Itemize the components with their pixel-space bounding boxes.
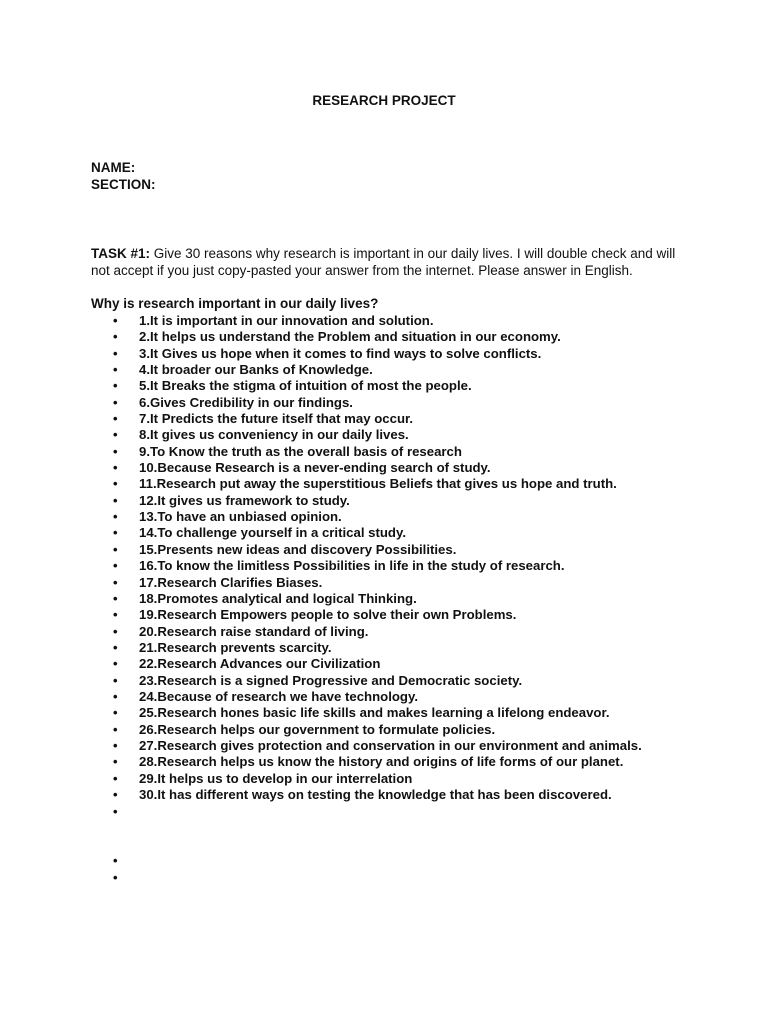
bullet-icon: • <box>113 492 118 508</box>
bullet-icon: • <box>113 574 118 590</box>
reason-text: 24.Because of research we have technology. <box>139 688 419 704</box>
task-text: Give 30 reasons why research is important in our daily lives. I will double check and will not accept if you just copy-pasted your answer from the internet. Please answer in English. <box>91 246 676 278</box>
empty-bullet: • <box>113 870 118 885</box>
question-heading: Why is research important in our daily lives? <box>91 296 379 311</box>
reason-text: 2.It helps us understand the Problem and situation in our economy. <box>139 329 561 345</box>
reason-text: 15.Presents new ideas and discovery Possibilities. <box>139 541 457 557</box>
bullet-icon: • <box>113 639 118 655</box>
bullet-icon: • <box>113 411 118 427</box>
bullet-icon: • <box>113 705 118 721</box>
reason-text: 19.Research Empowers people to solve their own Problems. <box>139 607 517 623</box>
bullet-icon: • <box>113 786 118 802</box>
bullet-icon: • <box>113 770 118 786</box>
bullet-icon: • <box>113 737 118 753</box>
bullet-icon: • <box>113 509 118 525</box>
bullet-icon: • <box>113 590 118 606</box>
document-title: RESEARCH PROJECT <box>312 93 456 108</box>
reason-text: 28.Research helps us know the history and origins of life forms of our planet. <box>139 754 624 770</box>
reason-text: 20.Research raise standard of living. <box>139 623 369 639</box>
reason-text: 10.Because Research is a never-ending search of study. <box>139 460 491 476</box>
reason-text: 14.To challenge yourself in a critical study. <box>139 525 407 541</box>
bullet-icon: • <box>113 541 118 557</box>
bullet-icon: • <box>113 460 118 476</box>
bullet-icon: • <box>113 721 118 737</box>
reason-text: 13.To have an unbiased opinion. <box>139 509 342 525</box>
reason-text: 7.It Predicts the future itself that may occur. <box>139 411 414 427</box>
bullet-icon: • <box>113 623 118 639</box>
reason-text: 26.Research helps our government to formulate policies. <box>139 721 496 737</box>
bullet-icon: • <box>113 313 118 328</box>
reason-text: 5.It Breaks the stigma of intuition of most the people. <box>139 378 472 394</box>
reason-text: 16.To know the limitless Possibilities in life in the study of research. <box>139 558 565 574</box>
bullet-icon: • <box>113 362 118 378</box>
reason-text: 22.Research Advances our Civilization <box>139 656 381 672</box>
reason-text: 25.Research hones basic life skills and makes learning a lifelong endeavor. <box>139 705 610 721</box>
reason-text: 18.Promotes analytical and logical Thinking. <box>139 590 417 606</box>
empty-bullet: • <box>113 804 118 819</box>
bullet-icon: • <box>113 394 118 410</box>
reason-text: 21.Research prevents scarcity. <box>139 639 332 655</box>
bullet-icon: • <box>113 443 118 459</box>
task-instructions <box>91 246 687 279</box>
reason-text: 8.It gives us conveniency in our daily lives. <box>139 427 409 443</box>
reason-text: 3.It Gives us hope when it comes to find ways to solve conflicts. <box>139 345 542 361</box>
reason-text: 17.Research Clarifies Biases. <box>139 574 323 590</box>
bullet-icon: • <box>113 427 118 443</box>
bullet-icon: • <box>113 476 118 492</box>
reason-text: 23.Research is a signed Progressive and Democratic society. <box>139 672 523 688</box>
bullet-icon: • <box>113 656 118 672</box>
reason-text: 11.Research put away the superstitious Beliefs that gives us hope and truth. <box>139 476 617 492</box>
name-label: NAME: <box>91 160 136 175</box>
reason-text: 4.It broader our Banks of Knowledge. <box>139 362 373 378</box>
bullet-icon: • <box>113 672 118 688</box>
bullet-icon: • <box>113 329 118 345</box>
bullet-icon: • <box>113 345 118 361</box>
bullet-icon: • <box>113 754 118 770</box>
bullet-icon: • <box>113 378 118 394</box>
reason-text: 27.Research gives protection and conservation in our environment and animals. <box>139 737 642 753</box>
section-label: SECTION: <box>91 177 156 192</box>
bullet-icon: • <box>113 688 118 704</box>
task-label: TASK #1: <box>91 246 151 261</box>
bullet-icon: • <box>113 558 118 574</box>
reason-text: 6.Gives Credibility in our findings. <box>139 394 353 410</box>
bullet-icon: • <box>113 525 118 541</box>
reason-text: 12.It gives us framework to study. <box>139 492 350 508</box>
reason-text: 29.It helps us to develop in our interrelation <box>139 770 413 786</box>
bullet-icon: • <box>113 607 118 623</box>
empty-bullet: • <box>113 853 118 868</box>
reason-text: 1.It is important in our innovation and solution. <box>139 313 434 328</box>
reason-text: 9.To Know the truth as the overall basis of research <box>139 443 462 459</box>
reason-text: 30.It has different ways on testing the knowledge that has been discovered. <box>139 786 612 802</box>
